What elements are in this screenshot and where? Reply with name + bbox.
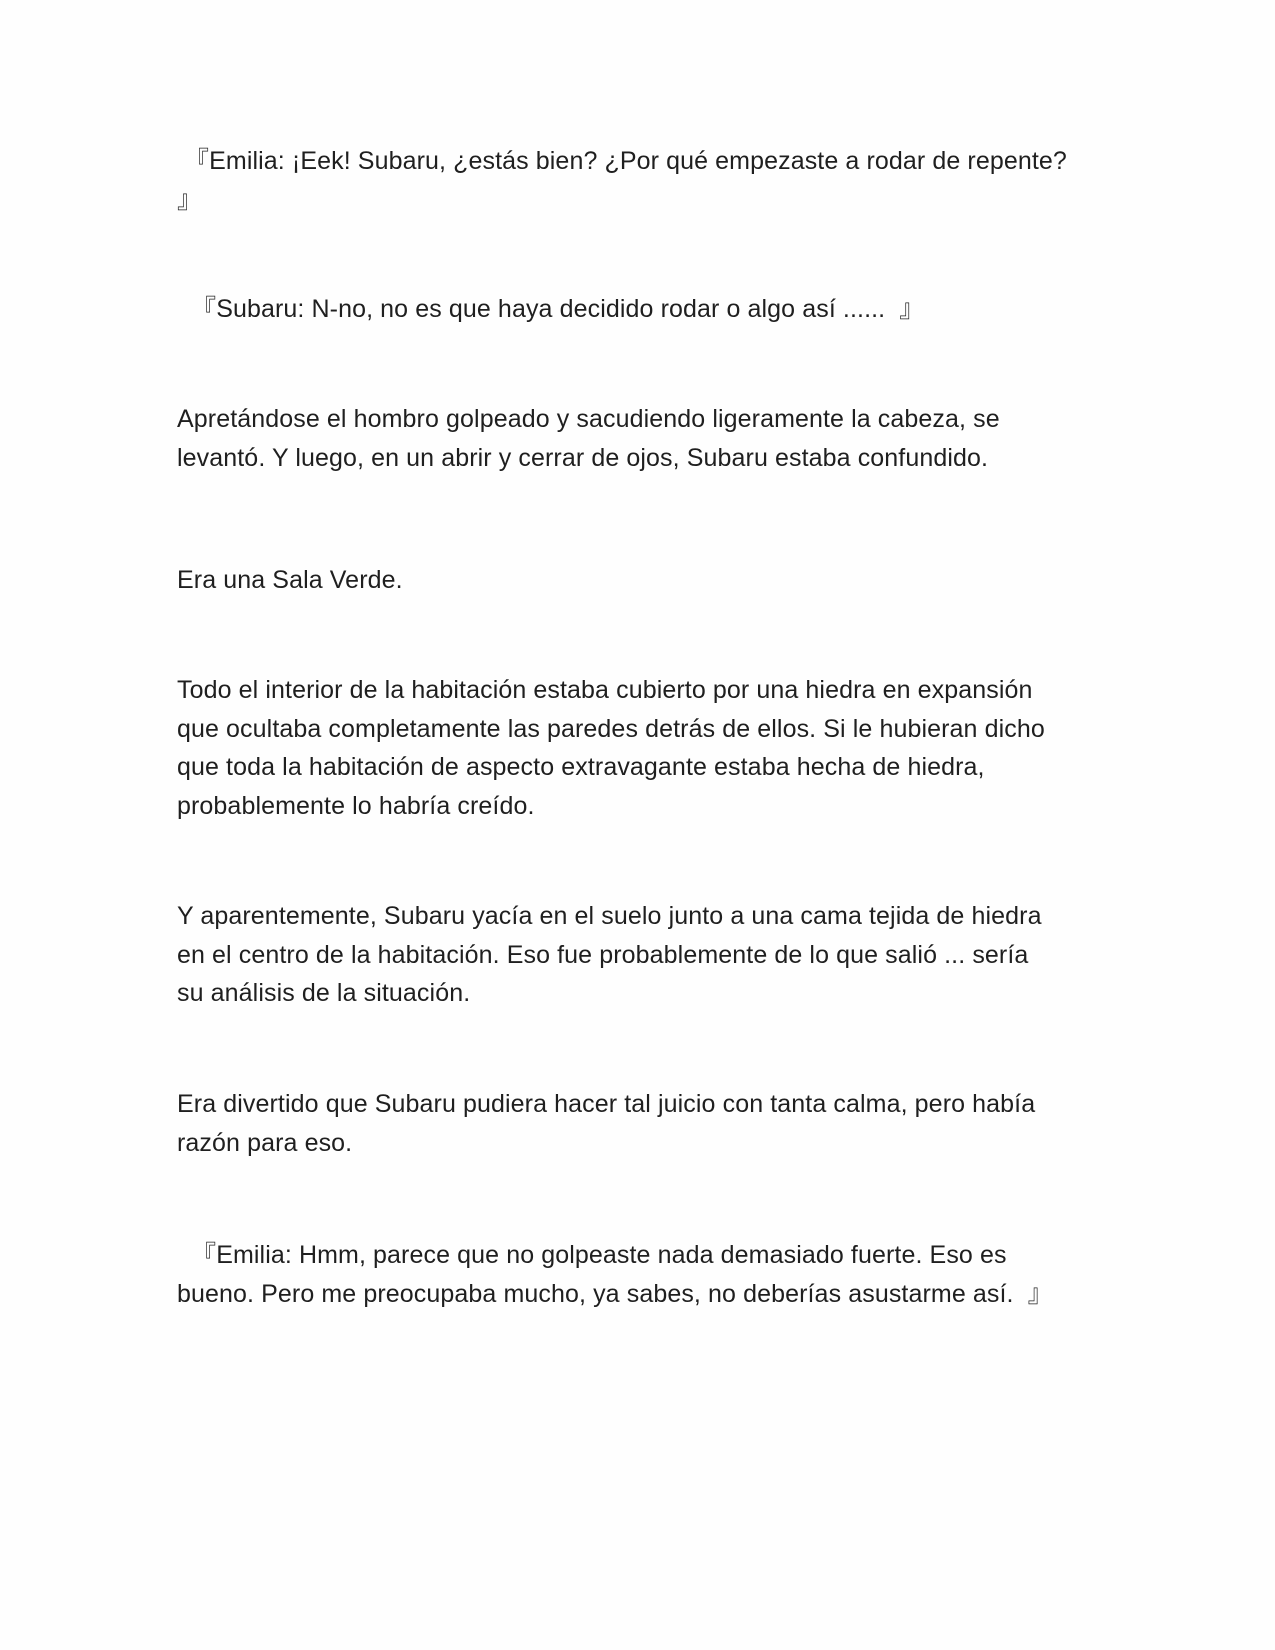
- text-line: que toda la habitación de aspecto extravagante estaba hecha de hiedra,: [177, 753, 985, 781]
- text-line: 『Emilia: ¡Eek! Subaru, ¿estás bien? ¿Por qué empezaste a rodar de repente?: [177, 147, 1067, 175]
- paragraph-narration-5: [177, 1085, 1107, 1162]
- text-line: Era divertido que Subaru pudiera hacer tal juicio con tanta calma, pero había: [177, 1090, 1036, 1118]
- text-line: Todo el interior de la habitación estaba cubierto por una hiedra en expansión: [177, 676, 1033, 704]
- text-line: probablemente lo habría creído.: [177, 791, 535, 820]
- text-line: su análisis de la situación.: [177, 979, 471, 1007]
- text-line: 『Emilia: Hmm, parece que no golpeaste nada demasiado fuerte. Eso es: [177, 1241, 1007, 1269]
- text-line: que ocultaba completamente las paredes detrás de ellos. Si le hubieran dicho: [177, 714, 1045, 743]
- paragraph-narration-4: [177, 897, 1107, 1013]
- paragraph-narration-1: [177, 400, 1107, 477]
- paragraph-narration-2: [177, 561, 1107, 600]
- text-line: razón para eso.: [177, 1128, 353, 1157]
- text-line: 』: [177, 185, 203, 214]
- paragraph-narration-3: [177, 671, 1107, 825]
- text-line: Era una Sala Verde.: [177, 566, 403, 594]
- text-line: bueno. Pero me preocupaba mucho, ya sabes, no deberías asustarme así. 』: [177, 1279, 1053, 1308]
- paragraph-emilia-dialogue-1: [177, 142, 1107, 219]
- paragraph-subaru-dialogue-1: [177, 290, 1107, 329]
- text-line: 『Subaru: N-no, no es que haya decidido rodar o algo así ...... 』: [177, 295, 925, 323]
- text-line: en el centro de la habitación. Eso fue probablemente de lo que salió ... sería: [177, 940, 1029, 969]
- text-line: levantó. Y luego, en un abrir y cerrar de ojos, Subaru estaba confundido.: [177, 443, 989, 472]
- paragraph-emilia-dialogue-2: [177, 1236, 1107, 1313]
- text-line: Apretándose el hombro golpeado y sacudiendo ligeramente la cabeza, se: [177, 405, 1000, 433]
- text-line: Y aparentemente, Subaru yacía en el suelo junto a una cama tejida de hiedra: [177, 902, 1042, 930]
